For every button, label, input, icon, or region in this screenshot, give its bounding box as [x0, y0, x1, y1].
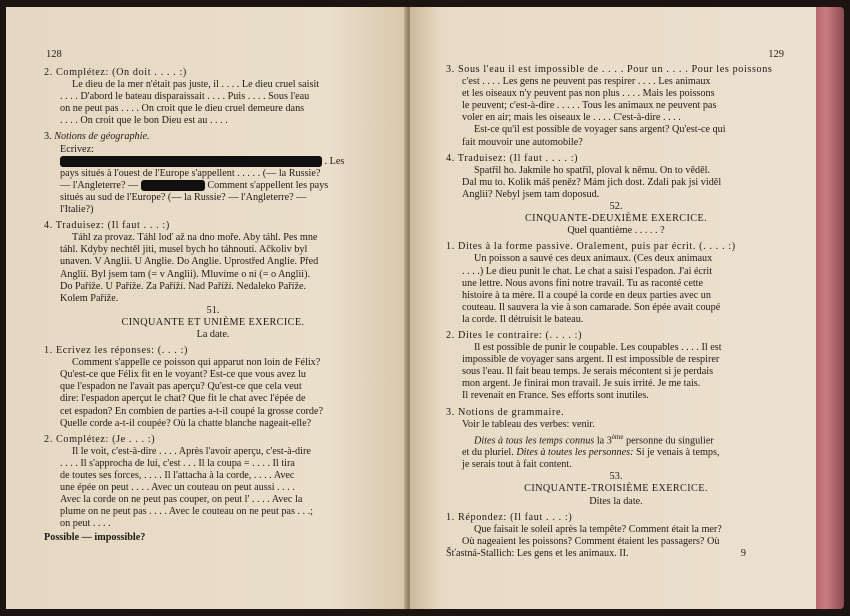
exercise-subtitle: Dites la date. — [589, 495, 643, 507]
text-line: Dites à tous les temps connus la 3ème personne du singulier — [474, 432, 714, 447]
exercise-item — [446, 407, 786, 472]
text-line: Kolem Paříže. — [60, 292, 119, 304]
text-line: Anglií. Byl jsem tam (= v Anglii). Mluvíme o ní (= o Anglii). — [60, 268, 311, 280]
exercise-title: CINQUANTE-TROISIÈME EXERCICE. — [524, 483, 708, 495]
text-line: Il le voit, c'est-à-dire . . . . Après l'avoir aperçu, c'est-à-dire — [72, 445, 311, 457]
text-line: — l'Angleterre? — Comment s'appellent les pays — [60, 179, 329, 191]
text-line: Quelle corde a-t-il coupée? Où la chatte blanche nageait-elle? — [60, 417, 312, 429]
page-footer — [446, 548, 786, 560]
text-line: couteau. Il sauvera la vie à son camarade. Son épée avait coupé — [462, 301, 721, 313]
text-line: Un poisson a sauvé ces deux animaux. (Ces deux animaux — [474, 253, 713, 265]
exercise-number: 52. — [609, 201, 623, 213]
item-heading: 3. Notions de grammaire. — [446, 406, 565, 418]
item-heading: 4. Traduisez: (Il faut . . . . :) — [446, 152, 579, 164]
text-line: situés au sud de l'Europe? (— la Russie? — l'Angleterre? — — [60, 191, 307, 203]
text-line: sous l'eau. Il fait beau temps. Je serais mécontent si je perdais — [462, 366, 714, 378]
text-line: je serais tout à fait content. — [462, 459, 572, 471]
exercise-item — [44, 131, 382, 216]
text-line: Où nageaient les poissons? Comment étaient les passagers? Où — [462, 535, 720, 547]
open-book — [6, 7, 844, 609]
exercise-subtitle: Quel quantième . . . . . ? — [567, 225, 665, 237]
text-line: . . . . D'abord le bateau disparaissait . . . . Puis . . . . Sous l'eau — [60, 91, 310, 103]
page-number: 128 — [46, 49, 62, 60]
exercise-item — [446, 64, 786, 149]
item-heading: 3. Notions de géographie. — [44, 131, 150, 143]
text-line: on ne peut pas . . . . On croit que le dieu cruel demeure dans — [60, 103, 305, 115]
text-line: Le dieu de la mer n'était pas juste, il . . . . Le dieu cruel saisit — [72, 79, 320, 91]
text-line: de toutes ses forces, . . . . Il l'attacha à la corde, . . . . Avec — [60, 470, 295, 481]
page-number: 129 — [768, 49, 784, 60]
text-line: que l'espadon ne l'avait pas aperçu? Qu'est-ce que cela veut — [60, 381, 302, 393]
text-line: impossible de voyager sans argent. Il est impossible de respirer — [462, 354, 720, 366]
exercise-item — [446, 241, 786, 326]
item-heading: 2. Complétez: (On doit . . . . :) — [44, 67, 187, 78]
text-line: Do Paříže. U Paříže. Za Paříží. Nad Paříží. Nedaleko Paříže. — [60, 280, 307, 292]
right-page — [410, 7, 816, 609]
exercise-number: 53. — [609, 471, 623, 483]
exercise-item — [44, 220, 382, 305]
text-line: mon argent. Je finirai mon travail. Je suis irrité. Je me tais. — [462, 378, 701, 390]
item-heading: 3. Sous l'eau il est impossible de . . . . Pour un . . . . Pour les poissons — [446, 64, 773, 75]
text-line: Avec la corde on ne peut pas couper, on peut l' . . . . Avec la — [60, 494, 303, 506]
text-line: cet espadon? En combien de parties a-t-il coupé la grosse corde? — [60, 405, 324, 417]
text-line: une épée on peut . . . . Avec un couteau on peut aussi . . . . — [60, 482, 295, 494]
text-line: pays situés à l'ouest de l'Europe s'appellent . . . . . (— la Russie? — [60, 167, 321, 179]
exercise-item — [446, 512, 786, 548]
exercise-number: 51. — [206, 304, 220, 316]
text-line: . . . . On croit que le bon Dieu est au . . . . — [60, 115, 228, 127]
text-line: Comment s'appelle ce poisson qui apparut non loin de Félix? — [72, 357, 321, 369]
text-line: Voir le tableau des verbes: venir. — [462, 418, 595, 430]
item-heading: 4. Traduisez: (Il faut . . . :) — [44, 220, 170, 232]
text-line: Spatřil ho. Jakmile ho spatřil, ploval k němu. On to věděl. — [474, 164, 710, 176]
exercise-item — [44, 345, 382, 430]
item-heading: 1. Dites à la forme passive. Oralement, puis par écrit. (. . . . :) — [446, 241, 736, 253]
footer-signature: 9 — [740, 547, 746, 559]
redaction-bar — [141, 180, 205, 191]
text-line: Que faisait le soleil après la tempête? Comment était la mer? — [474, 523, 722, 535]
text-line: . . . .) Le dieu punit le chat. Le chat a saisi l'espadon. J'ai écrit — [462, 265, 713, 277]
text-line: le peuvent; c'est-à-dire . . . . . Tous les animaux ne peuvent pas — [462, 100, 717, 112]
item-heading: 2. Complétez: (Je . . . :) — [44, 433, 156, 445]
item-heading: 1. Répondez: (Il faut . . . :) — [446, 511, 573, 523]
text-line: plume on ne peut pas . . . . Avec le couteau on ne peut pas . . .; — [60, 506, 314, 518]
text-line: dire: l'espadon aperçut le chat? Que fit le chat avec l'épée de — [60, 393, 306, 405]
exercise-item — [446, 330, 786, 403]
exercise-item — [44, 434, 382, 545]
text-line: une lettre. Nous avons fini notre travail. Tu as raconté cette — [462, 277, 704, 289]
redaction-bar — [60, 156, 322, 167]
item-heading: 2. Dites le contraire: (. . . . :) — [446, 329, 583, 341]
exercise-subtitle: La date. — [196, 328, 230, 340]
text-line: on peut . . . . — [60, 518, 111, 530]
text-line: la corde. Il détruisit le bateau. — [462, 313, 584, 325]
item-heading: 1. Ecrivez les réponses: (. . . :) — [44, 345, 189, 357]
exercise-title: CINQUANTE ET UNIÈME EXERCICE. — [121, 316, 305, 328]
text-line: Il revenait en France. Ses efforts sont inutiles. — [462, 390, 649, 402]
text-line: . . . . Il s'approcha de lui, c'est . . . Il la coupa = . . . . Il tira — [60, 457, 295, 469]
text-line: l'Italie?) — [60, 204, 94, 216]
text-line: histoire à ta mère. Il a coupé la corde en deux parties avec un — [462, 289, 711, 301]
left-page — [6, 7, 408, 609]
book-cover-edge — [814, 7, 844, 609]
text-line: Anglii? Nebyl jsem tam doposud. — [462, 188, 600, 200]
footer-source: Šťastná-Stallich: Les gens et les animaux. II. — [446, 547, 629, 559]
text-line: et du pluriel. Dites à toutes les personnes: Si je venais à temps, — [462, 447, 720, 459]
exercise-item — [446, 153, 786, 201]
text-line: et les oiseaux n'y peuvent pas non plus . . . . Mais les poissons — [462, 88, 715, 100]
bold-question: Possible — impossible? — [44, 532, 146, 544]
text-line: voler en air; mais les oiseaux le . . . . C'est-à-dire . . . . — [462, 112, 681, 124]
exercise-title: CINQUANTE-DEUXIÈME EXERCICE. — [524, 213, 708, 225]
item-subheading: Ecrivez: — [60, 143, 94, 155]
text-line: Qu'est-ce que Félix fit en le voyant? Est-ce que vous avez lu — [60, 369, 306, 381]
text-line: Táhl za provaz. Táhl loď až na dno moře. Aby táhl. Pes mne — [72, 232, 318, 244]
text-line: fait mouvoir une automobile? — [462, 136, 583, 148]
text-line: Dal mu to. Kolik máš peněz? Mám jich dost. Zdali pak jsi viděl — [462, 176, 722, 188]
text-line: táhl. Kdyby nechtěl jíti, musel bych ho táhnouti. Ačkoliv byl — [60, 244, 308, 256]
exercise-item — [44, 67, 382, 127]
text-line: . Les — [60, 156, 382, 168]
text-line: Est-ce qu'il est possible de voyager sans argent? Qu'est-ce qui — [474, 124, 726, 136]
text-line: c'est . . . . Les gens ne peuvent pas respirer . . . . Les animaux — [462, 76, 711, 88]
text-line: Il est possible de punir le coupable. Les coupables . . . . Il est — [474, 342, 722, 354]
text-line: unaven. V Anglii. U Anglie. Do Anglie. Uprostřed Anglie. Před — [60, 256, 319, 268]
